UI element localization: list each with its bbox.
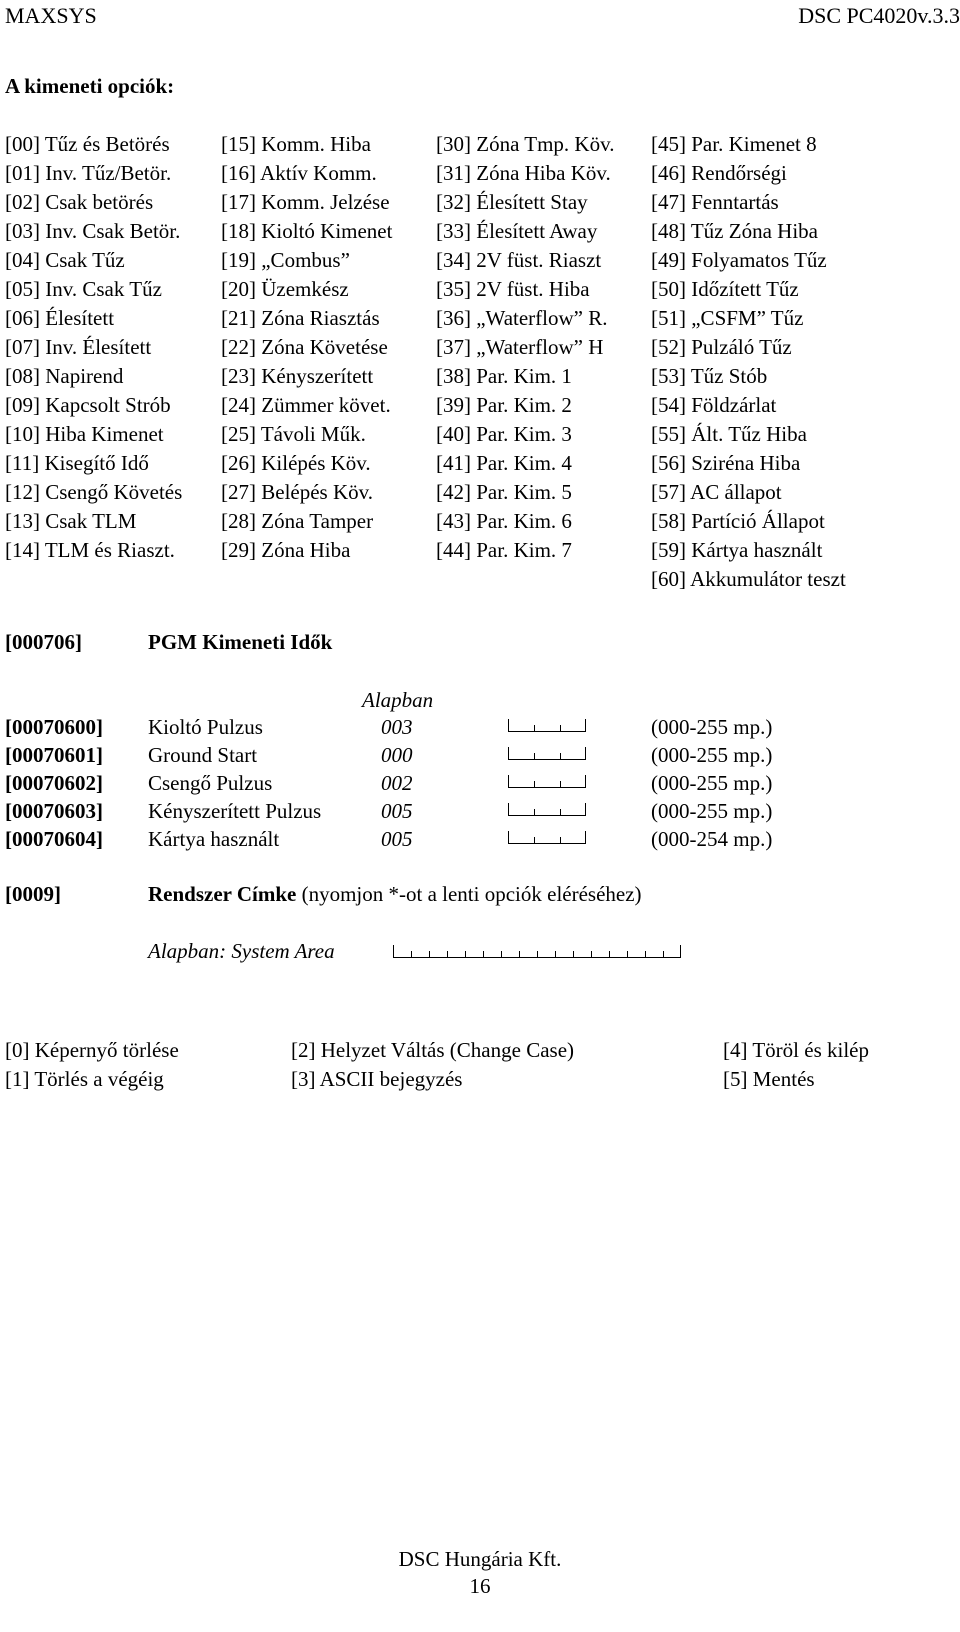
- output-option: [15] Komm. Hiba: [221, 132, 371, 156]
- pgm-row-entry-boxes[interactable]: [508, 803, 586, 816]
- output-option: [40] Par. Kim. 3: [436, 422, 572, 446]
- pgm-row-default: 005: [381, 827, 413, 851]
- output-option: [34] 2V füst. Riaszt: [436, 248, 602, 272]
- page-number: 16: [469, 1574, 491, 1598]
- output-option: [33] Élesített Away: [436, 219, 598, 243]
- pgm-row-code: [00070603]: [5, 799, 103, 823]
- output-option: [17] Komm. Jelzése: [221, 190, 390, 214]
- output-option: [01] Inv. Tűz/Betör.: [5, 161, 172, 185]
- pgm-row-name: Kártya használt: [148, 827, 280, 851]
- output-option: [06] Élesített: [5, 306, 115, 330]
- output-option: [00] Tűz és Betörés: [5, 132, 170, 156]
- output-option: [44] Par. Kim. 7: [436, 538, 572, 562]
- output-option: [54] Földzárlat: [651, 393, 777, 417]
- output-option: [21] Zóna Riasztás: [221, 306, 380, 330]
- commands-column-2: [291, 1036, 574, 1094]
- label-command-option: [3] ASCII bejegyzés: [291, 1067, 463, 1091]
- label-section-subtitle: (nyomjon *-ot a lenti opciók eléréséhez): [301, 882, 642, 906]
- section-title: A kimeneti opciók:: [5, 74, 175, 98]
- pgm-row-default: 005: [381, 799, 413, 823]
- output-option: [55] Ált. Tűz Hiba: [651, 422, 807, 446]
- label-section-title: Rendszer Címke: [148, 882, 297, 906]
- output-option: [02] Csak betörés: [5, 190, 154, 214]
- output-option: [58] Partíció Állapot: [651, 509, 825, 533]
- output-option: [05] Inv. Csak Tűz: [5, 277, 162, 301]
- pgm-row-default: 000: [381, 743, 413, 767]
- output-option: [10] Hiba Kimenet: [5, 422, 164, 446]
- pgm-row-range: (000-255 mp.): [651, 799, 773, 823]
- pgm-row-code: [00070602]: [5, 771, 103, 795]
- pgm-row-entry-boxes[interactable]: [508, 719, 586, 732]
- output-option: [07] Inv. Élesített: [5, 335, 152, 359]
- output-option: [23] Kényszerített: [221, 364, 374, 388]
- output-option: [38] Par. Kim. 1: [436, 364, 572, 388]
- label-default-text: Alapban: System Area: [148, 939, 335, 963]
- label-command-option: [1] Törlés a végéig: [5, 1067, 164, 1091]
- pgm-row: [5, 741, 945, 770]
- footer-company: DSC Hungária Kft.: [398, 1547, 562, 1571]
- pgm-row-name: Csengő Pulzus: [148, 771, 273, 795]
- output-option: [48] Tűz Zóna Hiba: [651, 219, 818, 243]
- pgm-row-entry-boxes[interactable]: [508, 747, 586, 760]
- output-option: [03] Inv. Csak Betör.: [5, 219, 181, 243]
- pgm-row-name: Kényszerített Pulzus: [148, 799, 322, 823]
- output-option: [46] Rendőrségi: [651, 161, 787, 185]
- header-right: DSC PC4020v.3.3: [798, 3, 960, 28]
- output-option: [13] Csak TLM: [5, 509, 137, 533]
- output-option: [20] Üzemkész: [221, 277, 349, 301]
- output-option: [42] Par. Kim. 5: [436, 480, 572, 504]
- pgm-row-code: [00070604]: [5, 827, 103, 851]
- pgm-row-default: 002: [381, 771, 413, 795]
- label-command-option: [4] Töröl és kilép: [723, 1038, 869, 1062]
- output-option: [56] Sziréna Hiba: [651, 451, 801, 475]
- commands-column-3: [723, 1036, 869, 1094]
- label-command-option: [0] Képernyő törlése: [5, 1038, 179, 1062]
- output-option: [41] Par. Kim. 4: [436, 451, 572, 475]
- pgm-row-entry-boxes[interactable]: [508, 775, 586, 788]
- output-option: [32] Élesített Stay: [436, 190, 588, 214]
- output-option: [19] „Combus”: [221, 248, 350, 272]
- output-option: [16] Aktív Komm.: [221, 161, 377, 185]
- output-option: [43] Par. Kim. 6: [436, 509, 572, 533]
- output-option: [08] Napirend: [5, 364, 124, 388]
- output-option: [51] „CSFM” Tűz: [651, 306, 804, 330]
- label-entry-boxes[interactable]: [393, 945, 681, 958]
- output-option: [36] „Waterflow” R.: [436, 306, 608, 330]
- pgm-row: [5, 713, 945, 742]
- output-option: [26] Kilépés Köv.: [221, 451, 371, 475]
- output-option: [47] Fenntartás: [651, 190, 779, 214]
- pgm-row-code: [00070600]: [5, 715, 103, 739]
- output-option: [57] AC állapot: [651, 480, 782, 504]
- output-option: [27] Belépés Köv.: [221, 480, 374, 504]
- output-option: [35] 2V füst. Hiba: [436, 277, 590, 301]
- output-option: [29] Zóna Hiba: [221, 538, 351, 562]
- output-option: [60] Akkumulátor teszt: [651, 567, 846, 591]
- output-option: [04] Csak Tűz: [5, 248, 125, 272]
- output-option: [28] Zóna Tamper: [221, 509, 374, 533]
- pgm-section-code: [000706]: [5, 630, 82, 654]
- output-option: [14] TLM és Riaszt.: [5, 538, 175, 562]
- pgm-row-name: Kioltó Pulzus: [148, 715, 263, 739]
- output-option: [12] Csengő Követés: [5, 480, 183, 504]
- pgm-row: [5, 797, 945, 826]
- pgm-default-label: Alapban: [362, 688, 434, 712]
- commands-column-1: [5, 1036, 179, 1094]
- pgm-row-default: 003: [381, 715, 413, 739]
- output-option: [50] Időzített Tűz: [651, 277, 799, 301]
- pgm-row-range: (000-254 mp.): [651, 827, 773, 851]
- pgm-row-name: Ground Start: [148, 743, 258, 767]
- output-option: [45] Par. Kimenet 8: [651, 132, 817, 156]
- pgm-section-title: PGM Kimeneti Idők: [148, 630, 333, 654]
- output-option: [53] Tűz Stób: [651, 364, 768, 388]
- label-section-code: [0009]: [5, 882, 61, 906]
- pgm-row-range: (000-255 mp.): [651, 743, 773, 767]
- options-column-3: [436, 130, 614, 565]
- output-option: [59] Kártya használt: [651, 538, 823, 562]
- options-column-1: [5, 130, 182, 565]
- output-option: [18] Kioltó Kimenet: [221, 219, 393, 243]
- output-option: [37] „Waterflow” H: [436, 335, 604, 359]
- pgm-row-range: (000-255 mp.): [651, 771, 773, 795]
- label-command-option: [2] Helyzet Váltás (Change Case): [291, 1038, 575, 1062]
- label-section-heading: [148, 880, 642, 909]
- output-option: [11] Kisegítő Idő: [5, 451, 149, 475]
- output-option: [49] Folyamatos Tűz: [651, 248, 827, 272]
- output-option: [39] Par. Kim. 2: [436, 393, 572, 417]
- pgm-row-range: (000-255 mp.): [651, 715, 773, 739]
- pgm-row: [5, 825, 945, 854]
- pgm-row-entry-boxes[interactable]: [508, 831, 586, 844]
- output-option: [30] Zóna Tmp. Köv.: [436, 132, 615, 156]
- output-option: [24] Zümmer követ.: [221, 393, 391, 417]
- label-command-option: [5] Mentés: [723, 1067, 815, 1091]
- pgm-row: [5, 769, 945, 798]
- output-option: [52] Pulzáló Tűz: [651, 335, 792, 359]
- pgm-row-code: [00070601]: [5, 743, 103, 767]
- output-option: [22] Zóna Követése: [221, 335, 388, 359]
- output-option: [25] Távoli Műk.: [221, 422, 366, 446]
- header-left: MAXSYS: [5, 3, 97, 28]
- output-option: [31] Zóna Hiba Köv.: [436, 161, 611, 185]
- output-option: [09] Kapcsolt Strób: [5, 393, 171, 417]
- options-column-2: [221, 130, 392, 565]
- options-column-4: [651, 130, 846, 594]
